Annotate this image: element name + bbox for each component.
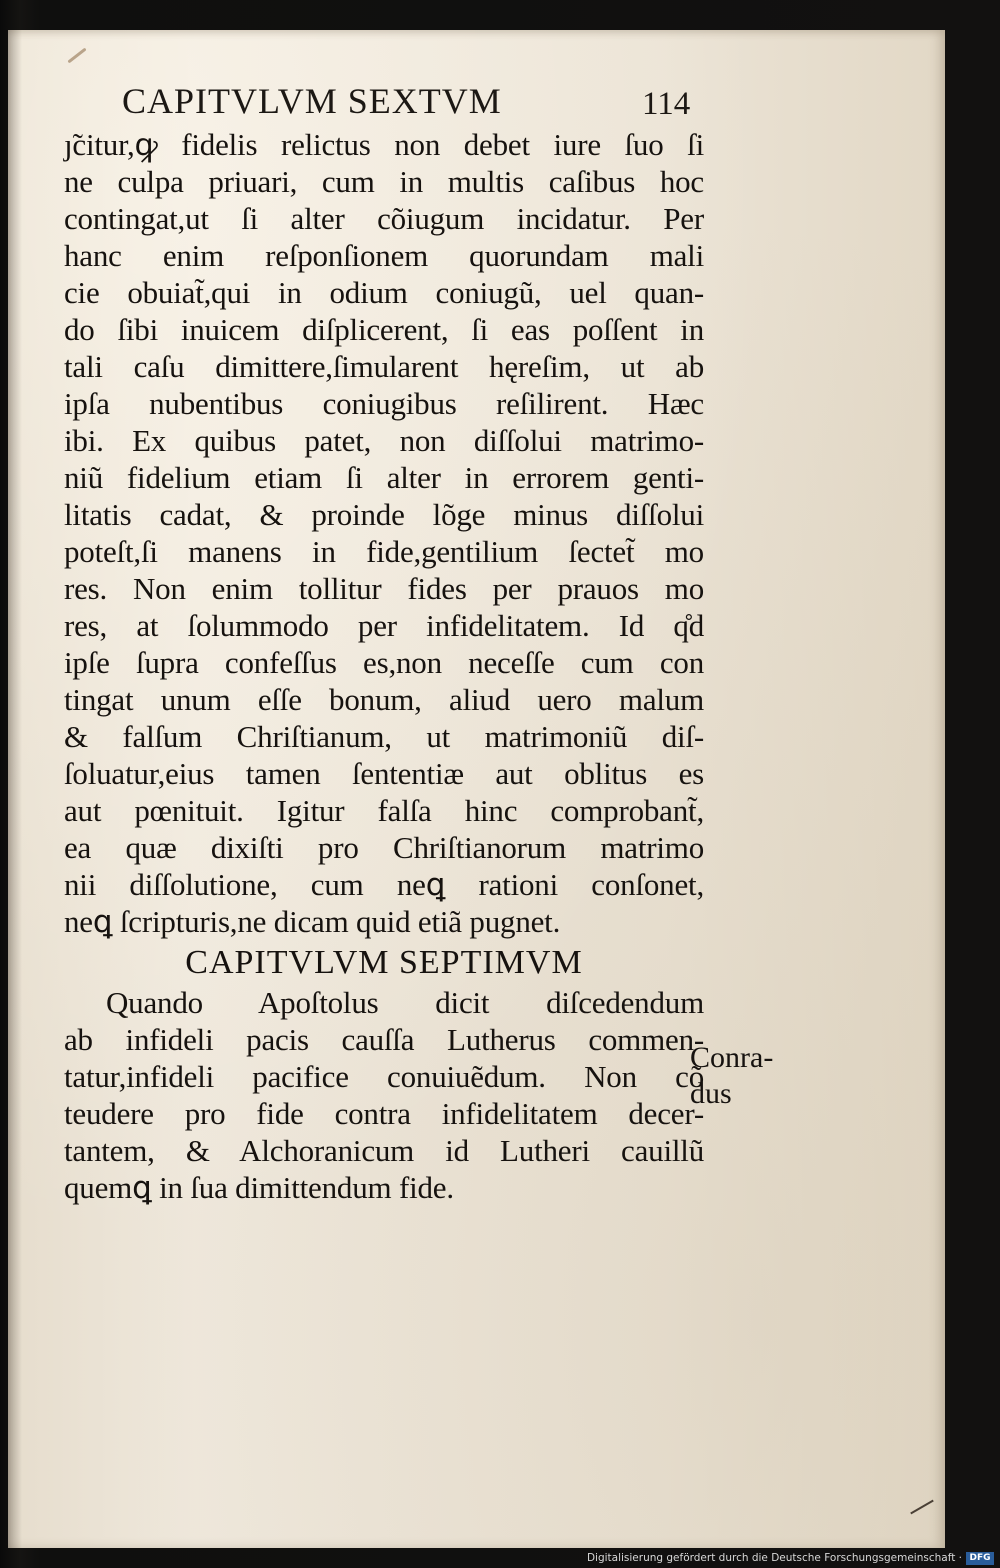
marginal-note [690,1040,820,1112]
text-line: ne culpa priuari, cum in multis caſibus hoc [64,164,704,199]
text-line: quemꝗ in ſua dimittendum fide. [64,1170,454,1205]
ink-stroke-mark [67,48,86,64]
marginal-note-line: dus [690,1077,732,1110]
marginal-note-line: Conra- [690,1041,774,1074]
text-line: poteſt,ſi manens in fide,gentilium ſectet̃ mo [64,534,704,569]
text-line: cie obuiat̃,qui in odium coniugũ, uel quan- [64,275,704,310]
text-line: ſoluatur,eius tamen ſententiæ aut oblitus es [64,756,704,791]
text-line: aut pœnituit. Igitur falſa hinc comprobant̃, [64,793,704,828]
page-header [122,80,722,130]
text-line: Quando Apoſtolus dicit diſcedendum [106,985,704,1020]
text-line: teudere pro fide contra infidelitatem decer- [64,1096,704,1131]
running-title: CAPITVLVM SEXTVM [122,81,502,121]
text-line: neꝗ ſcripturis,ne dicam quid etiã pugnet. [64,904,561,939]
text-line: tali caſu dimittere,ſimularent hęreſim, ut ab [64,349,704,384]
spine-shadow [8,30,22,1548]
corner-stroke-mark [910,1500,934,1515]
text-line: tatur,infideli pacifice conuiuẽdum. Non cõ [64,1059,704,1094]
text-line: res, at ſolummodo per infidelitatem. Id q̊d [64,608,704,643]
digitization-credit: Digitalisierung gefördert durch die Deutsche Forschungsgemeinschaft · [586,1552,962,1564]
dfg-logo-badge: DFG [966,1552,994,1565]
chapter-heading: CAPITVLVM SEPTIMVM [185,944,583,981]
text-line: & falſum Chriſtianum, ut matrimoniũ diſ- [64,719,704,754]
text-line: ȷ̃citur,ꝙ fidelis relictus non debet iure ſuo ſi [64,127,704,162]
text-line: litatis cadat, & proinde lõge minus diſſolui [64,497,704,532]
text-line: ab infideli pacis cauſſa Lutherus commen- [64,1022,704,1057]
folio-number: 114 [642,86,691,122]
text-line: niũ fidelium etiam ſi alter in errorem genti- [64,460,704,495]
text-line: res. Non enim tollitur fides per prauos mo [64,571,704,606]
text-line: contingat,ut ſi alter cõiugum incidatur. Per [64,201,704,236]
text-line: ea quæ dixiſti pro Chriſtianorum matrimo [64,830,704,865]
text-line: hanc enim reſponſionem quorundam mali [64,238,704,273]
text-line: tantem, & Alchoranicum id Lutheri cauillũ [64,1133,704,1168]
text-line: ipſa nubentibus coniugibus reſilirent. Hæc [64,386,704,421]
text-line: ipſe ſupra confeſſus es,non neceſſe cum con [64,645,704,680]
text-line: nii diſſolutione, cum neꝗ rationi conſonet, [64,867,704,902]
text-line: do ſibi inuicem diſplicerent, ſi eas poſſent in [64,312,704,347]
main-text-block [64,126,704,1206]
text-line: tingat unum eſſe bonum, aliud uero malum [64,682,704,717]
text-line: ibi. Ex quibus patet, non diſſolui matrimo- [64,423,704,458]
